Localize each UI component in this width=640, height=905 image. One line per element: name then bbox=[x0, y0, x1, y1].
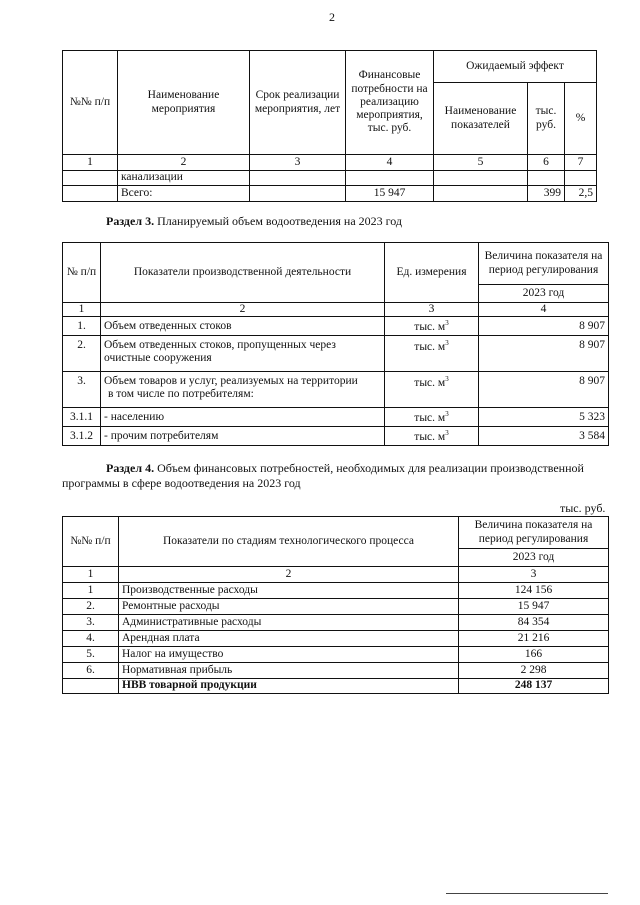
row-indicator: Административные расходы bbox=[119, 615, 459, 631]
row-number: 3. bbox=[63, 615, 119, 631]
table-row bbox=[63, 408, 609, 427]
unit-superscript: 3 bbox=[445, 318, 449, 327]
column-number: 1 bbox=[63, 303, 101, 317]
row-indicator-line2: в том числе по потребителям: bbox=[108, 388, 254, 401]
section-4-heading bbox=[62, 461, 608, 491]
col-header-percent: % bbox=[565, 83, 597, 155]
row-value: 84 354 bbox=[459, 615, 609, 631]
row-number: 6. bbox=[63, 663, 119, 679]
table-row bbox=[63, 427, 609, 446]
table-row bbox=[63, 647, 609, 663]
row-indicator: Арендная плата bbox=[119, 631, 459, 647]
row-value: 8 907 bbox=[479, 336, 609, 372]
row-indicator: Налог на имущество bbox=[119, 647, 459, 663]
table-row bbox=[63, 171, 597, 186]
col-header-term: Срок реализации мероприятия, лет bbox=[250, 51, 346, 155]
row-value: 3 584 bbox=[479, 427, 609, 446]
unit-text: тыс. м bbox=[414, 411, 446, 424]
column-numbers-row bbox=[63, 303, 609, 317]
row-unit bbox=[385, 372, 479, 408]
row-number: 2. bbox=[63, 336, 101, 372]
section-3-label: Раздел 3. bbox=[106, 214, 155, 228]
wastewater-volume-table bbox=[62, 242, 609, 446]
financial-needs-table bbox=[62, 516, 609, 694]
row-number: 3.1.1 bbox=[63, 408, 101, 427]
row-value: 8 907 bbox=[479, 317, 609, 336]
unit-text: тыс. м bbox=[414, 341, 446, 354]
row-number: 2. bbox=[63, 599, 119, 615]
total-row bbox=[63, 186, 597, 202]
row-value: 21 216 bbox=[459, 631, 609, 647]
col-header-year: 2023 год bbox=[459, 549, 609, 567]
column-number: 3 bbox=[385, 303, 479, 317]
row-value: 5 323 bbox=[479, 408, 609, 427]
row-number: 5. bbox=[63, 647, 119, 663]
row-indicator: Объем отведенных стоков, пропущенных через очистные сооружения bbox=[101, 336, 385, 372]
col-header-value: Величина показателя на период регулирования bbox=[459, 517, 609, 549]
total-percent: 2,5 bbox=[565, 186, 597, 202]
row-number: 1 bbox=[63, 583, 119, 599]
table-row bbox=[63, 615, 609, 631]
total-label: Всего: bbox=[118, 186, 250, 202]
section-3-title: Планируемый объем водоотведения на 2023 год bbox=[157, 214, 403, 228]
column-numbers-row bbox=[63, 567, 609, 583]
unit-text: тыс. м bbox=[414, 430, 446, 443]
table-row bbox=[63, 336, 609, 372]
row-indicator: Производственные расходы bbox=[119, 583, 459, 599]
total-value: 248 137 bbox=[459, 679, 609, 694]
column-numbers-row bbox=[63, 155, 597, 171]
column-number: 1 bbox=[63, 155, 118, 171]
table-row bbox=[63, 372, 609, 408]
total-label: НВВ товарной продукции bbox=[119, 679, 459, 694]
page-number: 2 bbox=[329, 10, 335, 24]
unit-text: тыс. м bbox=[414, 320, 446, 333]
col-header-measure-name: Наименование мероприятия bbox=[118, 51, 250, 155]
row-value: 2 298 bbox=[459, 663, 609, 679]
column-number: 4 bbox=[346, 155, 434, 171]
row-value: 8 907 bbox=[479, 372, 609, 408]
column-number: 2 bbox=[119, 567, 459, 583]
column-number: 6 bbox=[528, 155, 565, 171]
col-header-value: Величина показателя на период регулирования bbox=[479, 243, 609, 285]
row-unit bbox=[385, 408, 479, 427]
col-header-expected-effect: Ожидаемый эффект bbox=[434, 51, 597, 83]
column-number: 7 bbox=[565, 155, 597, 171]
col-header-financial-needs: Финансовые потребности на реализацию мероприятия, тыс. руб. bbox=[346, 51, 434, 155]
col-header-indicator-name: Наименование показателей bbox=[434, 83, 528, 155]
row-number: 4. bbox=[63, 631, 119, 647]
row-indicator: - населению bbox=[101, 408, 385, 427]
col-header-number: № п/п bbox=[63, 243, 101, 303]
col-header-number: №№ п/п bbox=[63, 51, 118, 155]
unit-superscript: 3 bbox=[445, 409, 449, 418]
row-number: 3. bbox=[63, 372, 101, 408]
row-number: 3.1.2 bbox=[63, 427, 101, 446]
row-number: 1. bbox=[63, 317, 101, 336]
column-number: 3 bbox=[459, 567, 609, 583]
unit-text: тыс. м bbox=[414, 377, 446, 390]
total-thousand-rub: 399 bbox=[528, 186, 565, 202]
unit-note: тыс. руб. bbox=[560, 501, 606, 515]
col-header-thousand-rub: тыс. руб. bbox=[528, 83, 565, 155]
table-row bbox=[63, 663, 609, 679]
total-financial-needs: 15 947 bbox=[346, 186, 434, 202]
column-number: 3 bbox=[250, 155, 346, 171]
row-indicator: Ремонтные расходы bbox=[119, 599, 459, 615]
footer-rule bbox=[446, 893, 608, 894]
table-row bbox=[63, 317, 609, 336]
row-indicator bbox=[101, 372, 385, 408]
column-number: 2 bbox=[118, 155, 250, 171]
row-value: 15 947 bbox=[459, 599, 609, 615]
section-4-label: Раздел 4. bbox=[106, 461, 155, 475]
unit-superscript: 3 bbox=[445, 428, 449, 437]
row-indicator: Объем отведенных стоков bbox=[101, 317, 385, 336]
col-header-year: 2023 год bbox=[479, 285, 609, 303]
col-header-indicators: Показатели по стадиям технологического процесса bbox=[119, 517, 459, 567]
measures-table bbox=[62, 50, 597, 202]
measure-name-continued: канализации bbox=[118, 171, 250, 186]
section-4-title-line1: Объем финансовых потребностей, необходимых для реализации производственной bbox=[157, 461, 584, 475]
table-row bbox=[63, 631, 609, 647]
column-number: 5 bbox=[434, 155, 528, 171]
row-value: 124 156 bbox=[459, 583, 609, 599]
section-3-heading bbox=[106, 214, 402, 229]
table-row bbox=[63, 583, 609, 599]
column-number: 2 bbox=[101, 303, 385, 317]
unit-superscript: 3 bbox=[445, 339, 449, 348]
row-value: 166 bbox=[459, 647, 609, 663]
column-number: 1 bbox=[63, 567, 119, 583]
col-header-number: №№ п/п bbox=[63, 517, 119, 567]
row-unit bbox=[385, 317, 479, 336]
unit-superscript: 3 bbox=[445, 375, 449, 384]
col-header-indicators: Показатели производственной деятельности bbox=[101, 243, 385, 303]
section-4-title-line2: программы в сфере водоотведения на 2023 год bbox=[62, 476, 301, 490]
row-indicator: - прочим потребителям bbox=[101, 427, 385, 446]
row-indicator-line1: Объем товаров и услуг, реализуемых на территории bbox=[104, 375, 358, 388]
row-unit bbox=[385, 336, 479, 372]
row-unit bbox=[385, 427, 479, 446]
col-header-unit: Ед. измерения bbox=[385, 243, 479, 303]
column-number: 4 bbox=[479, 303, 609, 317]
total-row bbox=[63, 679, 609, 694]
table-row bbox=[63, 599, 609, 615]
row-indicator: Нормативная прибыль bbox=[119, 663, 459, 679]
